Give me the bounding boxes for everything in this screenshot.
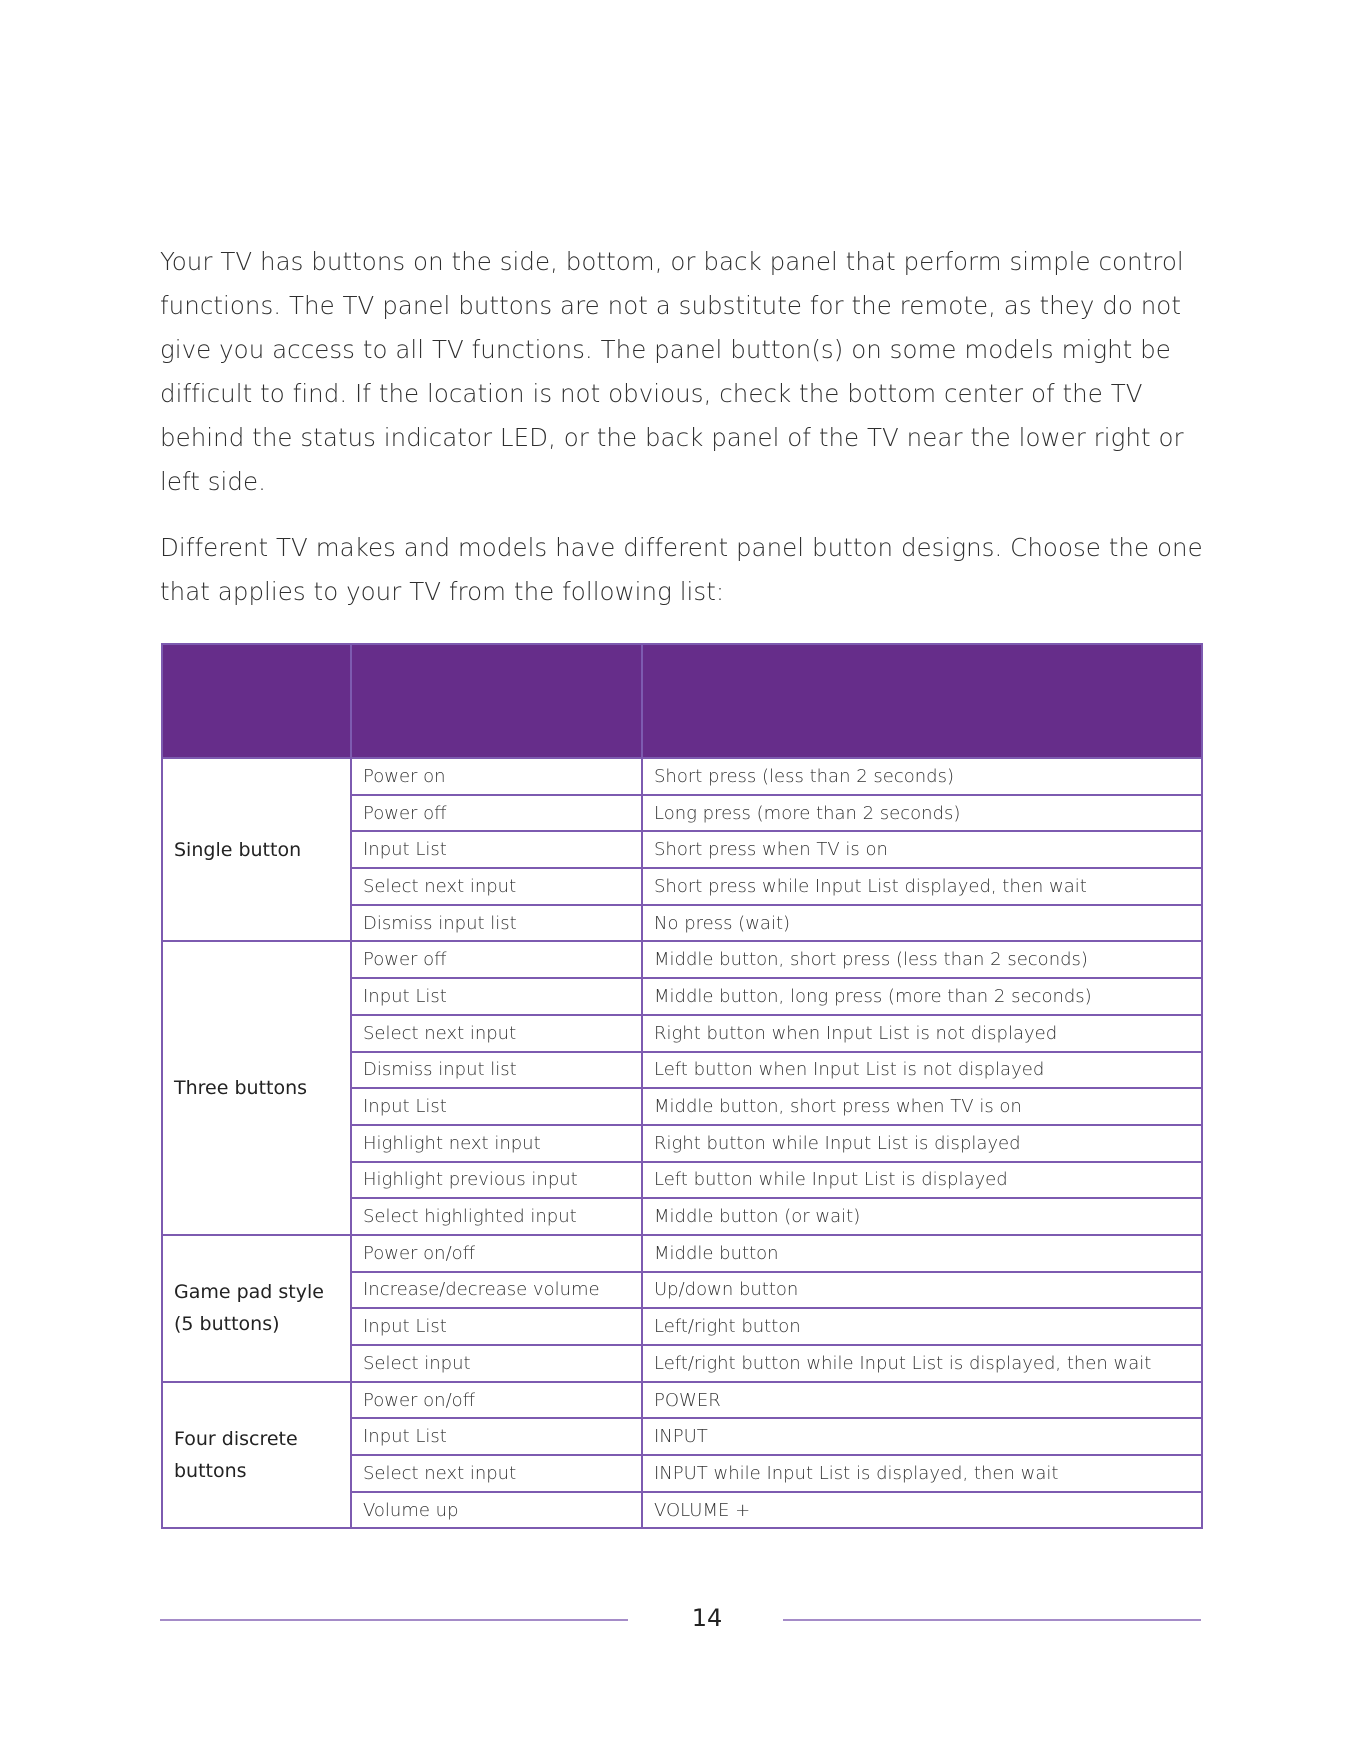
- function-cell: Power on/off: [351, 1235, 642, 1272]
- function-cell: Select highlighted input: [351, 1198, 642, 1235]
- function-cell: Highlight previous input: [351, 1162, 642, 1199]
- function-cell: Dismiss input list: [351, 1052, 642, 1089]
- design-group-cell: Four discrete buttons: [162, 1382, 351, 1529]
- function-cell: Input List: [351, 831, 642, 868]
- operation-cell: Short press while Input List displayed, then wait: [642, 868, 1202, 905]
- operation-cell: No press (wait): [642, 905, 1202, 942]
- function-cell: Power on/off: [351, 1382, 642, 1419]
- function-cell: Highlight next input: [351, 1125, 642, 1162]
- function-cell: Power on: [351, 758, 642, 795]
- operation-cell: Left button when Input List is not displayed: [642, 1052, 1202, 1089]
- function-cell: Volume up: [351, 1492, 642, 1529]
- header-cell-operation: [642, 644, 1202, 758]
- operation-cell: Left/right button: [642, 1308, 1202, 1345]
- function-cell: Power off: [351, 795, 642, 832]
- header-cell-function: [351, 644, 642, 758]
- operation-cell: Middle button (or wait): [642, 1198, 1202, 1235]
- function-cell: Power off: [351, 941, 642, 978]
- operation-cell: INPUT: [642, 1418, 1202, 1455]
- operation-cell: Middle button, short press when TV is on: [642, 1088, 1202, 1125]
- design-group-cell: Single button: [162, 758, 351, 941]
- function-cell: Increase/decrease volume: [351, 1272, 642, 1309]
- header-cell-design: [162, 644, 351, 758]
- operation-cell: Left/right button while Input List is displayed, then wait: [642, 1345, 1202, 1382]
- table-row: [162, 1235, 1202, 1272]
- operation-cell: Left button while Input List is displayed: [642, 1162, 1202, 1199]
- function-cell: Select next input: [351, 1015, 642, 1052]
- operation-cell: Long press (more than 2 seconds): [642, 795, 1202, 832]
- footer-rule-right: [783, 1619, 1201, 1621]
- operation-cell: Middle button, short press (less than 2 seconds): [642, 941, 1202, 978]
- design-group-cell: Three buttons: [162, 941, 351, 1235]
- operation-cell: Right button when Input List is not displayed: [642, 1015, 1202, 1052]
- operation-cell: Middle button: [642, 1235, 1202, 1272]
- function-cell: Select input: [351, 1345, 642, 1382]
- footer-rule-left: [160, 1619, 628, 1621]
- function-cell: Input List: [351, 978, 642, 1015]
- table-body: [162, 758, 1202, 1528]
- table-row: [162, 941, 1202, 978]
- page-number: 14: [691, 1604, 723, 1632]
- function-cell: Dismiss input list: [351, 905, 642, 942]
- function-cell: Input List: [351, 1088, 642, 1125]
- operation-cell: INPUT while Input List is displayed, then wait: [642, 1455, 1202, 1492]
- operation-cell: Up/down button: [642, 1272, 1202, 1309]
- intro-paragraph: Your TV has buttons on the side, bottom, or back panel that perform simple control functions. The TV panel buttons are not a substitute for the remote, as they do not give you access to all TV functions. The panel button(s) on some models might be difficult to find. If the location is not obvious, check the bottom center of the TV behind the status indicator LED, or the back panel of the TV near the lower right or left side.: [160, 247, 1184, 496]
- design-group-cell: Game pad style (5 buttons): [162, 1235, 351, 1382]
- function-cell: Select next input: [351, 1455, 642, 1492]
- operation-cell: Middle button, long press (more than 2 seconds): [642, 978, 1202, 1015]
- operation-cell: Short press when TV is on: [642, 831, 1202, 868]
- operation-cell: VOLUME +: [642, 1492, 1202, 1529]
- table-header-row: [162, 644, 1202, 758]
- function-cell: Input List: [351, 1418, 642, 1455]
- operation-cell: Short press (less than 2 seconds): [642, 758, 1202, 795]
- operation-cell: POWER: [642, 1382, 1202, 1419]
- panel-buttons-table: [161, 643, 1203, 1529]
- function-cell: Input List: [351, 1308, 642, 1345]
- choose-design-paragraph: Different TV makes and models have different panel button designs. Choose the one that applies to your TV from the following list:: [160, 533, 1203, 606]
- function-cell: Select next input: [351, 868, 642, 905]
- table-row: [162, 758, 1202, 795]
- operation-cell: Right button while Input List is displayed: [642, 1125, 1202, 1162]
- table-row: [162, 1382, 1202, 1419]
